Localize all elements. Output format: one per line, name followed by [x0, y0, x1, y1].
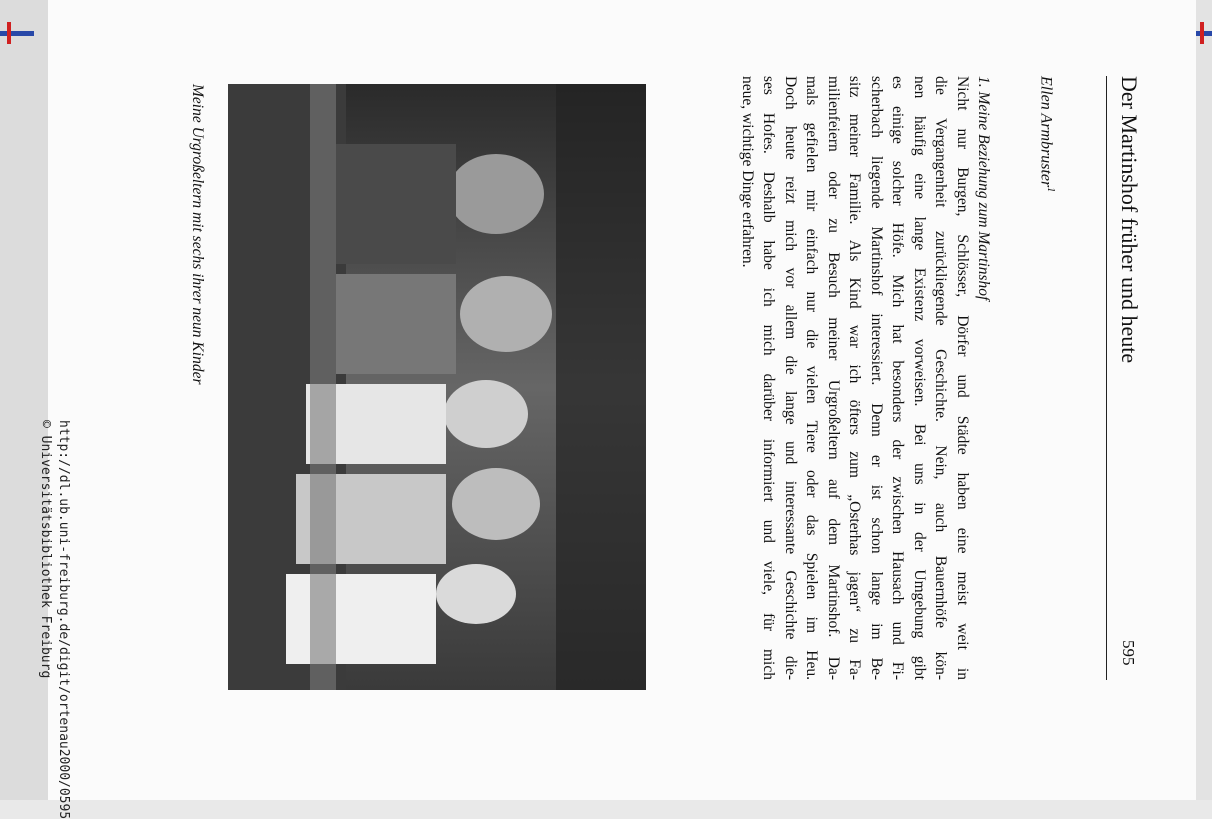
body-line: Nicht nur Burgen, Schlösser, Dörfer und Städte haben eine meist weit in: [954, 76, 971, 680]
body-line: scherbach liegende Martinshof interessiert. Denn er ist schon lange im Be-: [868, 76, 885, 680]
section-heading: 1. Meine Beziehung zum Martinshof: [975, 76, 992, 301]
body-line: nen häufig eine lange Existenz vorweisen. Bei uns in der Umgebung gibt: [911, 76, 928, 680]
scan-registration-mark: [0, 22, 34, 44]
body-line: Doch heute reizt mich vor allem die lange und interessante Geschichte die-: [782, 76, 799, 680]
copyright-line: © Universitätsbibliothek Freiburg: [38, 420, 53, 679]
body-line: ses Hofes. Deshalb habe ich mich darüber informiert und viele, für mich: [760, 76, 778, 680]
url-line: http://dl.ub.uni-freiburg.de/digit/ortenau2000/0595: [56, 420, 71, 819]
body-line: sitz meiner Familie. Als Kind war ich öfters zum „Osterhas jagen“ zu Fa-: [846, 76, 864, 680]
title-rule: [1106, 76, 1107, 680]
body-line: neue, wichtige Dinge erfahren.: [739, 76, 756, 268]
author-name: Ellen Armbruster$^1$: [1037, 76, 1056, 193]
body-line: die Vergangenheit zurückliegende Geschichte. Nein, auch Bauernhöfe kön-: [932, 76, 950, 680]
rotated-page-content: [38, 0, 1196, 819]
body-line: milienfeiern oder zu Besuch meiner Urgroßeltern auf dem Martinshof. Da-: [825, 76, 842, 680]
page-title: Der Martinshof früher und heute: [1117, 76, 1142, 364]
body-paragraph: [737, 76, 974, 680]
body-line: mals gefielen mir einfach nur die vielen Tiere oder das Spielen im Heu.: [803, 76, 821, 680]
page-number: 595: [1119, 640, 1138, 666]
scan-margin-right: [1196, 0, 1212, 800]
family-photo: [228, 84, 646, 690]
photo-caption: Meine Urgroßeltern mit sechs ihrer neun Kinder: [189, 84, 206, 385]
footnote-marker: 1: [1045, 187, 1056, 193]
document-page: [38, 0, 1196, 819]
body-line: es einige solcher Höfe. Mich hat besonders der zwischen Hausach und Fi-: [889, 76, 907, 680]
scan-registration-mark: [1196, 22, 1212, 44]
source-url: [36, 420, 72, 819]
